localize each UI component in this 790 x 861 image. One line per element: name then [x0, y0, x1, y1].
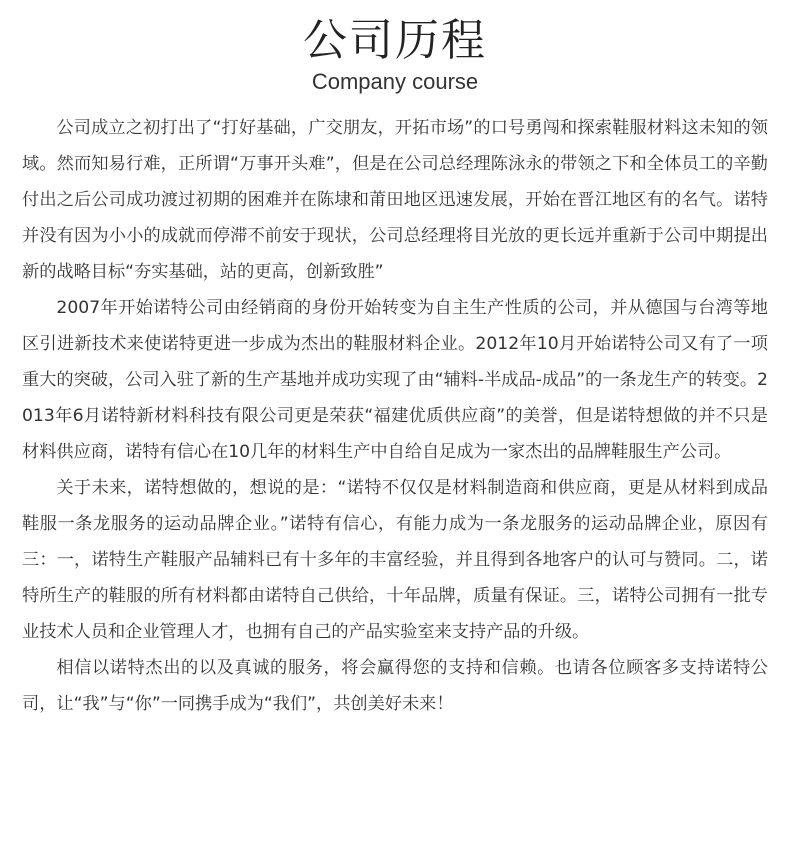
- paragraph-founding: 公司成立之初打出了“打好基础，广交朋友，开拓市场”的口号勇闯和探索鞋服材料这未知的领域。然而知易行难，正所谓“万事开头难”，但是在公司总经理陈泳永的带领之下和全体员工的辛勤付出之后公司成功渡过初期的困难并在陈埭和莆田地区迅速发展，开始在晋江地区有的名气。诺特并没有因为小小的成就而停滞不前安于现状，公司总经理将目光放的更长远并重新于公司中期提出新的战略目标“夯实基础，站的更高，创新致胜”: [22, 118, 768, 282]
- paragraph-closing: 相信以诺特杰出的以及真诚的服务，将会赢得您的支持和信赖。也请各位顾客多支持诺特公司，让“我”与“你”一同携手成为“我们”，共创美好未来！: [22, 658, 768, 714]
- paragraph-future: 关于未来，诺特想做的，想说的是：“诺特不仅仅是材料制造商和供应商，更是从材料到成品鞋服一条龙服务的运动品牌企业。”诺特有信心，有能力成为一条龙服务的运动品牌企业，原因有三：一，诺特生产鞋服产品辅料已有十多年的丰富经验，并且得到各地客户的认可与赞同。二，诺特所生产的鞋服的所有材料都由诺特自己供给，十年品牌，质量有保证。三，诺特公司拥有一批专业技术人员和企业管理人才，也拥有自己的产品实验室来支持产品的升级。: [22, 478, 768, 642]
- page-subtitle: Company course: [311, 69, 479, 94]
- paragraph-2007-development: 2007年开始诺特公司由经销商的身份开始转变为自主生产性质的公司，并从德国与台湾等地区引进新技术来使诺特更进一步成为杰出的鞋服材料企业。2012年10月开始诺特公司又有了一项重大的突破，公司入驻了新的生产基地并成功实现了由“辅料-半成品-成品”的一条龙生产的转变。2013年6月诺特新材料科技有限公司更是荣获“福建优质供应商”的美誉，但是诺特想做的并不只是材料供应商，诺特有信心在10几年的材料生产中自给自足成为一家杰出的品牌鞋服生产公司。: [22, 298, 768, 462]
- page-header: [0, 0, 790, 94]
- page-title: 公司历程: [303, 15, 487, 66]
- article-body: [22, 110, 768, 722]
